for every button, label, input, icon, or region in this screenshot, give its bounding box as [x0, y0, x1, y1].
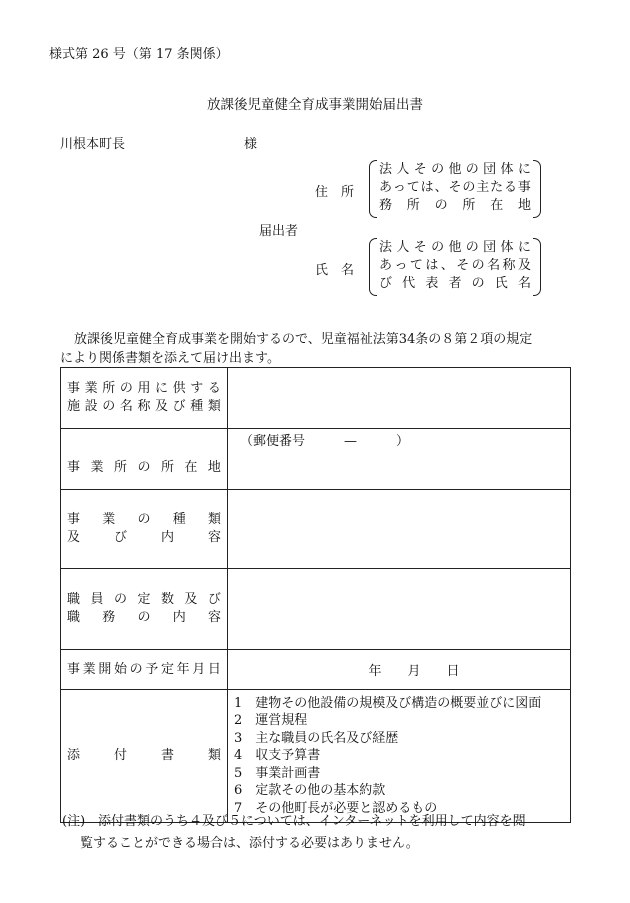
address-note [369, 160, 541, 216]
attachments-list [228, 690, 571, 823]
business-type-label: 事 業 の 種 類 及 び 内 容 [61, 490, 228, 569]
statement-line-2: により関係書類を添えて届け出ます。 [60, 351, 280, 366]
address-note-line: 法 人 そ の 他 の 団 体 に [379, 162, 531, 177]
staff-label: 職 員 の 定 数 及 び 職 務 の 内 容 [61, 569, 228, 650]
list-item: 5 事業計画書 [234, 765, 321, 781]
list-item: 4 収支予算書 [234, 748, 321, 764]
name-note [369, 238, 541, 294]
table-row [61, 429, 571, 490]
page-title: 放課後児童健全育成事業開始届出書 [207, 97, 423, 113]
attachments-label: 添 付 書 類 [61, 690, 228, 823]
form-number: 様式第 26 号（第 17 条関係） [49, 47, 229, 62]
table-row [61, 690, 571, 823]
address-note-line: あ っ て は 、 そ の 主 た る 事 [379, 180, 531, 195]
name-note-line: 法 人 そ の 他 の 団 体 に [379, 240, 531, 255]
name-note-line: び 代 表 者 の 氏 名 [379, 276, 531, 291]
table-row [61, 650, 571, 690]
note-line-2: 覧することができる場合は、添付する必要はありません。 [80, 836, 419, 851]
left-bracket [369, 238, 377, 296]
location-field[interactable] [228, 429, 571, 490]
date-placeholder: 年 月 日 [368, 664, 460, 679]
name-note-line: あ っ て は 、 そ の 名 称 及 [379, 258, 531, 273]
addressee-name: 川根本町長 [60, 137, 126, 152]
facility-field[interactable] [228, 368, 571, 429]
start-date-label: 事 業 開 始 の 予 定 年 月 日 [61, 650, 228, 690]
business-type-field[interactable] [228, 490, 571, 569]
table-row [61, 569, 571, 650]
application-table [60, 367, 571, 823]
addressee-honorific: 様 [244, 137, 258, 152]
table-row [61, 368, 571, 429]
right-bracket [533, 160, 541, 218]
postal-code-placeholder: （郵便番号 — ） [240, 434, 410, 449]
statement-line-1: 放課後児童健全育成事業を開始するので、児童福祉法第34条の８第２項の規定 [74, 332, 533, 347]
address-note-line: 務 所 の 所 在 地 [379, 198, 531, 213]
right-bracket [533, 238, 541, 296]
applicant-group-label: 届出者 [259, 224, 299, 239]
left-bracket [369, 160, 377, 218]
note-label: (注) [62, 814, 86, 829]
location-label: 事 業 所 の 所 在 地 [61, 429, 228, 490]
start-date-field[interactable] [228, 650, 571, 690]
facility-label: 事 業 所 の 用 に 供 す る 施 設 の 名 称 及 び 種 類 [61, 368, 228, 429]
list-item: 1 建物その他設備の規模及び構造の概要並びに図面 [234, 695, 542, 711]
list-item: 6 定款その他の基本約款 [234, 783, 386, 799]
address-label: 住 所 [315, 185, 355, 200]
staff-field[interactable] [228, 569, 571, 650]
list-item: 2 運営規程 [234, 713, 308, 729]
name-label: 氏 名 [315, 263, 355, 278]
list-item: 7 その他町長が必要と認めるもの [234, 800, 438, 816]
list-item: 3 主な職員の氏名及び経歴 [234, 730, 399, 746]
note-line-1: 添付書類のうち４及び５については、インターネットを利用して内容を閲 [98, 814, 526, 829]
table-row [61, 490, 571, 569]
